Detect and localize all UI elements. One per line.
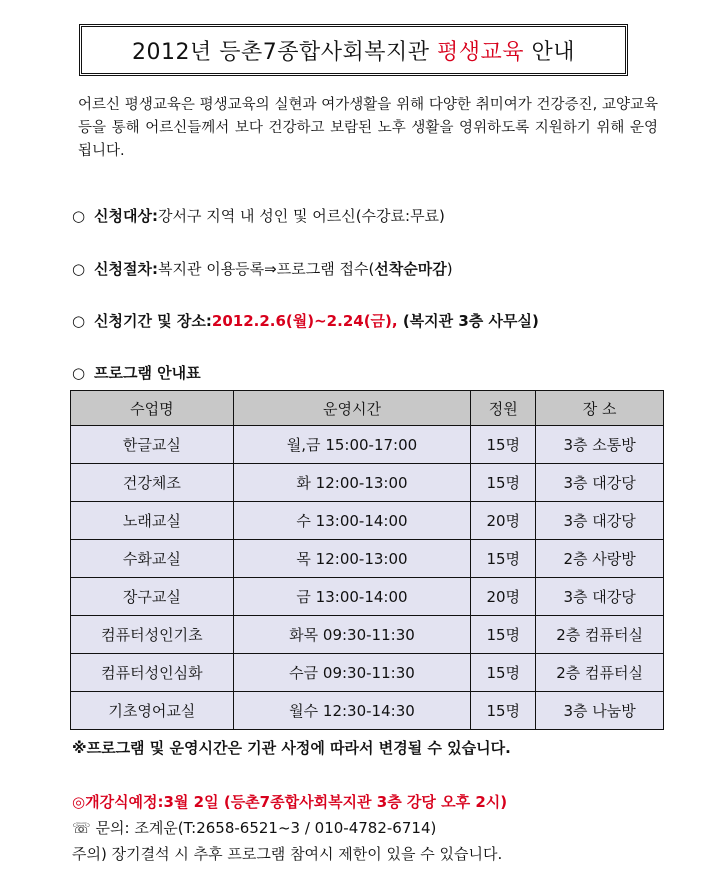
- target-label: 신청대상: [94, 207, 152, 225]
- cell-capacity: 15명: [471, 464, 536, 502]
- procedure-text: 복지관 이용등록⇒프로그램 접수(: [157, 260, 375, 278]
- title-part2: 안내: [524, 39, 575, 65]
- header-time: 운영시간: [233, 391, 471, 426]
- cell-place: 3층 나눔방: [536, 692, 664, 730]
- cell-capacity: 20명: [471, 578, 536, 616]
- program-table: [70, 390, 664, 730]
- table-row: [71, 426, 664, 464]
- cell-capacity: 15명: [471, 426, 536, 464]
- cell-capacity: 15명: [471, 692, 536, 730]
- cell-place: 3층 대강당: [536, 464, 664, 502]
- procedure-label: 신청절차: [94, 260, 152, 278]
- cell-class: 노래교실: [71, 502, 234, 540]
- cell-capacity: 15명: [471, 616, 536, 654]
- cell-time: 월수 12:30-14:30: [233, 692, 471, 730]
- table-header-row: [71, 391, 664, 426]
- title-part1: 2012년 등촌7종합사회복지관: [131, 39, 437, 65]
- table-row: [71, 464, 664, 502]
- table-row: [71, 502, 664, 540]
- program-heading-line: [72, 362, 201, 383]
- cell-time: 수 13:00-14:00: [233, 502, 471, 540]
- cell-capacity: 20명: [471, 502, 536, 540]
- header-class-name: 수업명: [71, 391, 234, 426]
- target-sep: :: [151, 207, 158, 225]
- cell-place: 3층 대강당: [536, 502, 664, 540]
- cell-time: 월,금 15:00-17:00: [233, 426, 471, 464]
- title-highlight: 평생교육: [436, 39, 524, 65]
- procedure-bold: 선착순마감: [374, 260, 447, 278]
- cell-place: 3층 대강당: [536, 578, 664, 616]
- cell-place: 2층 사랑방: [536, 540, 664, 578]
- cell-time: 화 12:00-13:00: [233, 464, 471, 502]
- cell-capacity: 15명: [471, 654, 536, 692]
- schedule-note: ※프로그램 및 운영시간은 기관 사정에 따라서 변경될 수 있습니다.: [72, 739, 511, 757]
- period-label: 신청기간 및 장소: [94, 312, 206, 330]
- table-row: [71, 578, 664, 616]
- cell-place: 3층 소통방: [536, 426, 664, 464]
- bullet-circle-icon: ○: [72, 207, 86, 225]
- cell-time: 수금 09:30-11:30: [233, 654, 471, 692]
- opening-ceremony-note: ◎개강식예정:3월 2일 (등촌7종합사회복지관 3층 강당 오후 2시): [72, 793, 508, 811]
- table-row: [71, 616, 664, 654]
- table-row: [71, 692, 664, 730]
- cell-class: 장구교실: [71, 578, 234, 616]
- cell-time: 화목 09:30-11:30: [233, 616, 471, 654]
- period-dates: 2012.2.6(월)~2.24(금),: [211, 312, 398, 330]
- page-title: [79, 24, 628, 76]
- target-line: [72, 205, 445, 226]
- bullet-circle-icon: ○: [72, 260, 86, 278]
- cell-class: 기초영어교실: [71, 692, 234, 730]
- bullet-circle-icon: ○: [72, 312, 86, 330]
- header-capacity: 정원: [471, 391, 536, 426]
- cell-time: 목 12:00-13:00: [233, 540, 471, 578]
- intro-paragraph: 어르신 평생교육은 평생교육의 실현과 여가생활을 위해 다양한 취미여가 건강증진, 교양교육 등을 통해 어르신들께서 보다 건강하고 보람된 노후 생활을 영위하도록 지원하기 위해 운영됩니다.: [78, 97, 658, 159]
- cell-place: 2층 컴퓨터실: [536, 616, 664, 654]
- cell-class: 수화교실: [71, 540, 234, 578]
- table-row: [71, 654, 664, 692]
- program-heading: 프로그램 안내표: [94, 364, 201, 382]
- contact-info: ☏ 문의: 조계운(T:2658-6521~3 / 010-4782-6714): [72, 819, 437, 837]
- procedure-line: [72, 258, 453, 279]
- caution-note: 주의) 장기결석 시 추후 프로그램 참여시 제한이 있을 수 있습니다.: [72, 845, 503, 863]
- cell-class: 컴퓨터성인기초: [71, 616, 234, 654]
- cell-class: 건강체조: [71, 464, 234, 502]
- period-sep: :: [205, 312, 212, 330]
- period-place: (복지관 3층 사무실): [397, 312, 539, 330]
- cell-class: 컴퓨터성인심화: [71, 654, 234, 692]
- cell-time: 금 13:00-14:00: [233, 578, 471, 616]
- target-text: 강서구 지역 내 성인 및 어르신(수강료:무료): [157, 207, 445, 225]
- cell-class: 한글교실: [71, 426, 234, 464]
- period-line: [72, 310, 539, 331]
- procedure-close: ): [446, 260, 453, 278]
- table-row: [71, 540, 664, 578]
- cell-place: 2층 컴퓨터실: [536, 654, 664, 692]
- cell-capacity: 15명: [471, 540, 536, 578]
- bullet-circle-icon: ○: [72, 364, 86, 382]
- header-place: 장 소: [536, 391, 664, 426]
- procedure-sep: :: [151, 260, 158, 278]
